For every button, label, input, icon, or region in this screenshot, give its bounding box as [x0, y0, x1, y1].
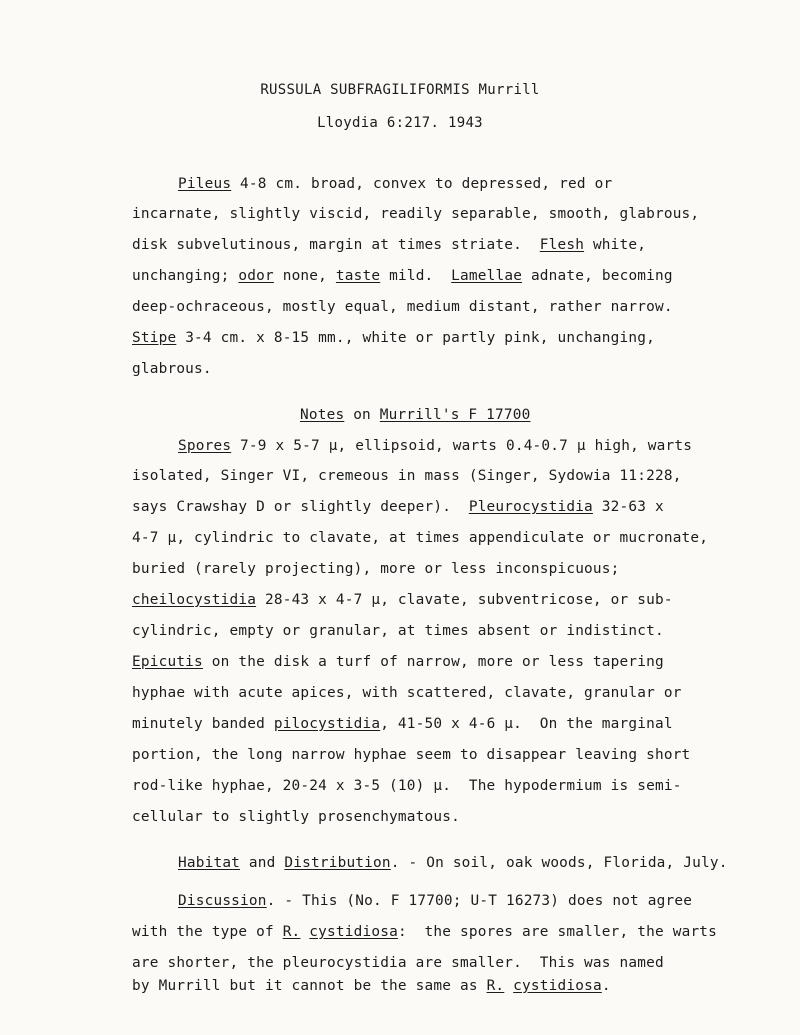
notes-line-13: cellular to slightly prosenchymatous. — [132, 809, 460, 825]
notes-line-5: buried (rarely projecting), more or less inconspicuous; — [132, 561, 620, 577]
epicutis-term: Epicutis — [132, 654, 203, 670]
notes-heading: Notes on Murrill's F 17700 — [300, 407, 531, 423]
desc-line-1: Pileus 4-8 cm. broad, convex to depressed, red or — [178, 176, 613, 192]
desc-line-3: disk subvelutinous, margin at times striate. Flesh white, — [132, 237, 647, 253]
habitat-line: Habitat and Distribution. - On soil, oak woods, Florida, July. — [178, 855, 728, 871]
discussion-line-1: Discussion. - This (No. F 17700; U-T 16273) does not agree — [178, 893, 693, 909]
spores-term: Spores — [178, 438, 232, 454]
notes-line-10: minutely banded pilocystidia, 41-50 x 4-6 µ. On the marginal — [132, 716, 673, 732]
species-title: RUSSULA SUBFRAGILIFORMIS Murrill — [260, 82, 540, 98]
taste-term: taste — [335, 268, 381, 284]
stipe-term: Stipe — [132, 330, 177, 346]
lamellae-term: Lamellae — [451, 268, 523, 284]
desc-line-7: glabrous. — [132, 361, 212, 377]
discussion-line-4: by Murrill but it cannot be the same as R. cystidiosa. — [132, 978, 611, 994]
pleurocystidia-term: Pleurocystidia — [468, 499, 593, 515]
discussion-line-3: are shorter, the pleurocystidia are smaller. This was named — [132, 955, 664, 971]
notes-line-7: cylindric, empty or granular, at times absent or indistinct. — [132, 623, 664, 639]
pileus-term: Pileus — [178, 176, 232, 192]
notes-line-1: Spores 7-9 x 5-7 µ, ellipsoid, warts 0.4-0.7 µ high, warts — [178, 438, 693, 454]
cheilocystidia-term: cheilocystidia — [132, 592, 257, 608]
desc-line-2: incarnate, slightly viscid, readily separable, smooth, glabrous, — [132, 206, 700, 222]
flesh-term: Flesh — [539, 237, 585, 253]
notes-line-4: 4-7 µ, cylindric to clavate, at times appendiculate or mucronate, — [132, 530, 709, 546]
notes-line-11: portion, the long narrow hyphae seem to disappear leaving short — [132, 747, 691, 763]
notes-line-3: says Crawshay D or slightly deeper). Pleurocystidia 32-63 x — [132, 499, 664, 515]
citation: Lloydia 6:217. 1943 — [317, 115, 483, 131]
discussion-term: Discussion — [178, 893, 267, 909]
notes-line-6: cheilocystidia 28-43 x 4-7 µ, clavate, subventricose, or sub- — [132, 592, 673, 608]
notes-line-12: rod-like hyphae, 20-24 x 3-5 (10) µ. The hypodermium is semi- — [132, 778, 682, 794]
notes-line-2: isolated, Singer VI, cremeous in mass (Singer, Sydowia 11:228, — [132, 468, 682, 484]
notes-line-8: Epicutis on the disk a turf of narrow, more or less tapering — [132, 654, 664, 670]
discussion-line-2: with the type of R. cystidiosa: the spores are smaller, the warts — [132, 924, 718, 940]
odor-term: odor — [238, 268, 274, 284]
notes-line-9: hyphae with acute apices, with scattered, clavate, granular or — [132, 685, 682, 701]
pilocystidia-term: pilocystidia — [273, 716, 381, 732]
desc-line-4: unchanging; odor none, taste mild. Lamellae adnate, becoming — [132, 268, 673, 284]
desc-line-6: Stipe 3-4 cm. x 8-15 mm., white or partly pink, unchanging, — [132, 330, 655, 346]
desc-line-5: deep-ochraceous, mostly equal, medium distant, rather narrow. — [132, 299, 673, 315]
